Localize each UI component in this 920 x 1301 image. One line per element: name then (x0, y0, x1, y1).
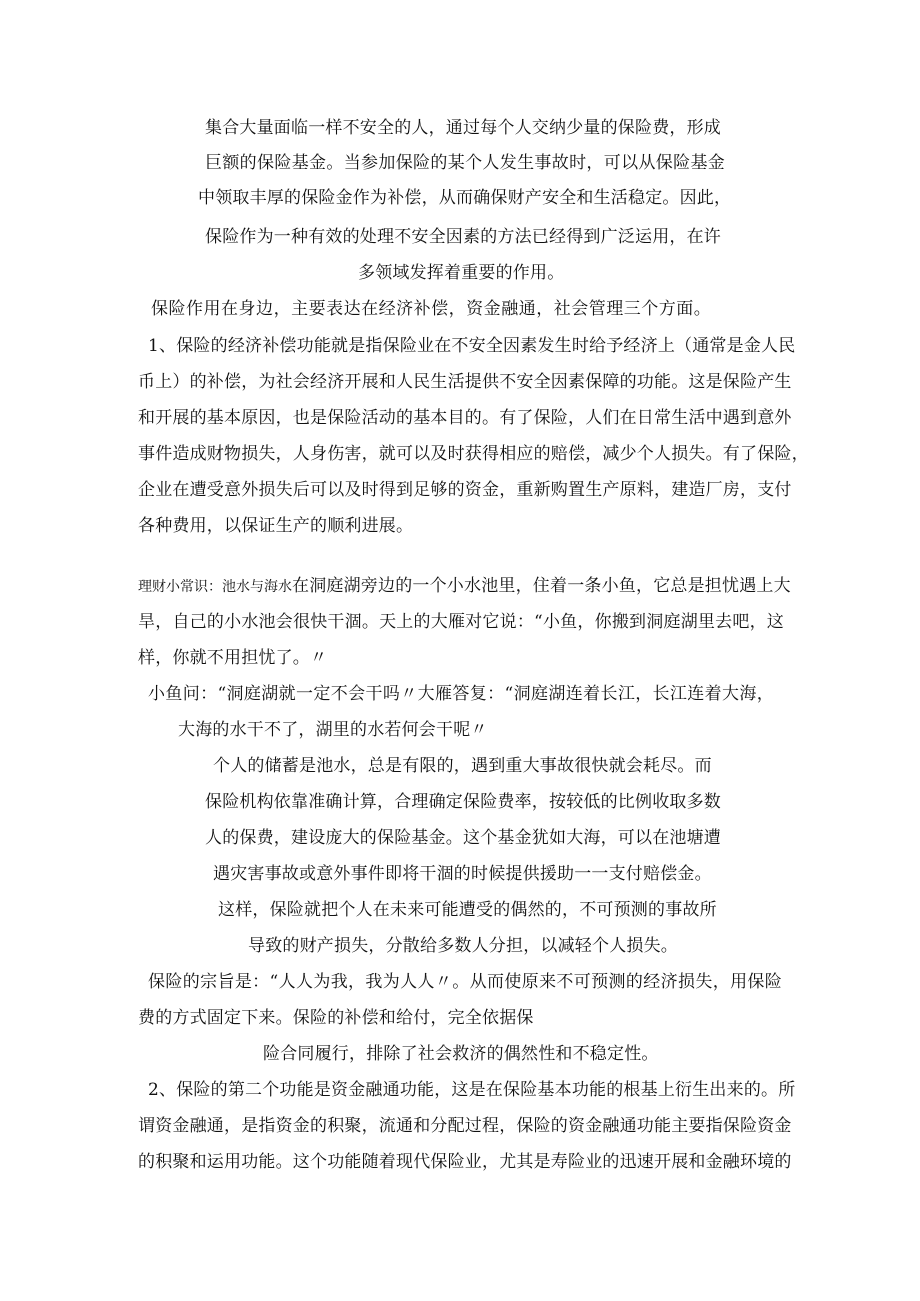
tip-line: 个人的储蓄是池水，总是有限的，遇到重大事故很快就会耗尽。而 (213, 756, 712, 776)
function-2-line: 的积聚和运用功能。这个功能随着现代保险业，尤其是寿险业的迅速开展和金融环境的 (138, 1152, 792, 1172)
function-1-line: 和开展的基本原因，也是保险活动的基本目的。有了保险，人们在日常生活中遇到意外 (138, 408, 792, 428)
tip-line: 保险机构依靠准确计算，合理确定保险费率，按较低的比例收取多数 (205, 792, 721, 812)
intro-summary: 保险作用在身边，主要表达在经济补偿，资金融通，社会管理三个方面。 (151, 299, 711, 319)
function-1-line: 企业在遭受意外损失后可以及时得到足够的资金，重新购置生产原料，建造厂房，支付 (138, 480, 792, 500)
function-1-line: 1、保险的经济补偿功能就是指保险业在不安全因素发生时给予经济上（通常是金人民 (148, 336, 796, 356)
intro-line: 中领取丰厚的保险金作为补偿，从而确保财产安全和生活稳定。因此， (198, 188, 732, 208)
function-1-line: 事件造成财物损失，人身伤害，就可以及时获得相应的赔偿，减少个人损失。有了保险， (138, 444, 809, 464)
intro-line: 集合大量面临一样不安全的人，通过每个人交纳少量的保险费，形成 (205, 118, 721, 138)
tip-line: 险合同履行，排除了社会救济的偶然性和不稳定性。 (263, 1044, 659, 1064)
intro-line: 保险作为一种有效的处理不安全因素的方法已经得到广泛运用，在许 (205, 227, 721, 247)
tip-line: 遇灾害事故或意外事件即将干涸的时候提供援助一一支付赔偿金。 (213, 864, 712, 884)
function-2-line: 谓资金融通，是指资金的积聚，流通和分配过程，保险的资金融通功能主要指保险资金 (138, 1116, 792, 1136)
tip-line: 人的保费，建设庞大的保险基金。这个基金犹如大海，可以在池塘遭 (205, 828, 721, 848)
tip-line: 保险的宗旨是：“人人为我，我为人人〃。从而使原来不可预测的经济损失，用保险 (148, 972, 782, 992)
function-2-line: 2、保险的第二个功能是资金融通功能，这是在保险基本功能的根基上衍生出来的。所 (148, 1080, 796, 1100)
tip-label: 理财小常识：池水与海水 (138, 579, 292, 595)
function-1-line: 各种费用，以保证生产的顺利进展。 (138, 516, 414, 536)
tip-line: 旱，自己的小水池会很快干涸。天上的大雁对它说：“小鱼，你搬到洞庭湖里去吧，这 (138, 612, 784, 632)
tip-line: 这样，保险就把个人在未来可能遭受的偶然的，不可预测的事故所 (218, 900, 717, 920)
tip-line: 费的方式固定下来。保险的补偿和给付，完全依据保 (138, 1008, 534, 1028)
tip-line: 小鱼问：“洞庭湖就一定不会干吗〃大雁答复：“洞庭湖连着长江，长江连着大海， (148, 684, 774, 704)
tip-line: 大海的水干不了，湖里的水若何会干呢〃 (178, 720, 488, 740)
intro-line: 多领域发挥着重要的作用。 (358, 263, 565, 283)
tip-line: 在洞庭湖旁边的一个小水池里，住着一条小鱼，它总是担忧遇上大 (292, 576, 791, 596)
tip-line: 导致的财产损失，分散给多数人分担，以减轻个人损失。 (248, 936, 678, 956)
tip-line: 样，你就不用担忧了。〃 (138, 648, 328, 668)
intro-line: 巨额的保险基金。当参加保险的某个人发生事故时，可以从保险基金 (205, 153, 725, 173)
function-1-line: 币上）的补偿，为社会经济开展和人民生活提供不安全因素保障的功能。这是保险产生 (138, 372, 792, 392)
tip-first-line (138, 575, 791, 598)
